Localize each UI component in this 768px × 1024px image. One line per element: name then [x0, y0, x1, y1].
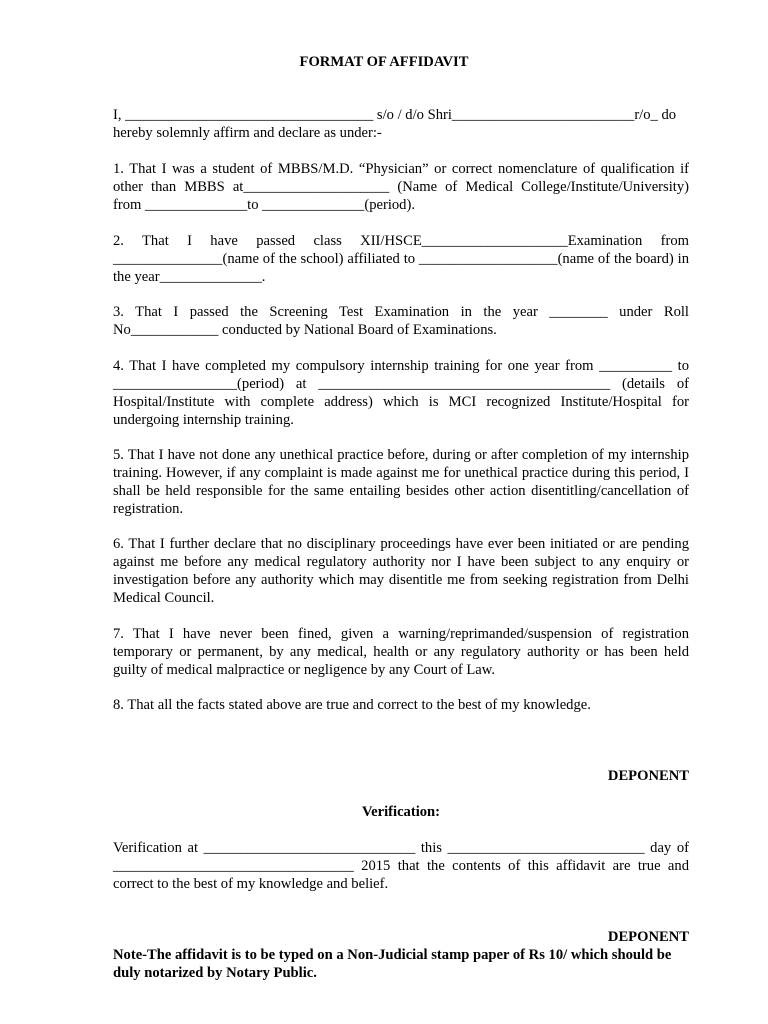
intro-paragraph: I, __________________________________ s/o / d/o Shri_________________________r/o_ do hereby solemnly affirm and declare as under:- [113, 107, 677, 141]
clause-8: 8. That all the facts stated above are true and correct to the best of my knowledge. [113, 697, 591, 713]
verification-paragraph: Verification at _____________________________ this ___________________________ day of _________________________________ 2015 that the contents of this affidavit are true and correct to the best of my knowledge and belief. [113, 840, 689, 892]
notary-note: Note-The affidavit is to be typed on a Non-Judicial stamp paper of Rs 10/ which should be duly notarized by Notary Public. [113, 947, 672, 981]
deponent-label: DEPONENT [607, 768, 689, 784]
clause-7: 7. That I have never been fined, given a warning/reprimanded/suspension of registration temporary or permanent, by any medical, health or any regulatory authority or has been held guilty of medical malpractice or negligence by any Court of Law. [113, 626, 689, 678]
document-title: FORMAT OF AFFIDAVIT [299, 54, 469, 70]
verification-heading: Verification: [361, 804, 441, 820]
clause-4: 4. That I have completed my compulsory internship training for one year from __________ to _________________(period) at ________________________________________ (details of Hospital/Institute with complete address) which is MCI recognized Institute/Hospital for undergoing internship training. [113, 358, 689, 428]
clause-2: 2. That I have passed class XII/HSCE____________________Examination from _______________(name of the school) affiliated to ___________________(name of the board) in the year______________. [113, 233, 689, 285]
clause-6: 6. That I further declare that no disciplinary proceedings have ever been initiated or are pending against me before any medical regulatory authority nor I have been subject to any enquiry or investigation before any authority which may disentitle me from seeking registration from Delhi Medical Council. [113, 536, 689, 606]
deponent-label-2: DEPONENT [607, 929, 689, 945]
clause-1: 1. That I was a student of MBBS/M.D. “Physician” or correct nomenclature of qualification if other than MBBS at____________________ (Name of Medical College/Institute/University) from ______________to ______________(period). [113, 161, 689, 213]
clause-5: 5. That I have not done any unethical practice before, during or after completion of my internship training. However, if any complaint is made against me for unethical practice during this period, I shall be held responsible for the same entailing besides other action disentitling/cancellation of registration. [113, 447, 689, 517]
clause-3: 3. That I passed the Screening Test Examination in the year ________ under Roll No____________ conducted by National Board of Examinations. [113, 304, 689, 338]
